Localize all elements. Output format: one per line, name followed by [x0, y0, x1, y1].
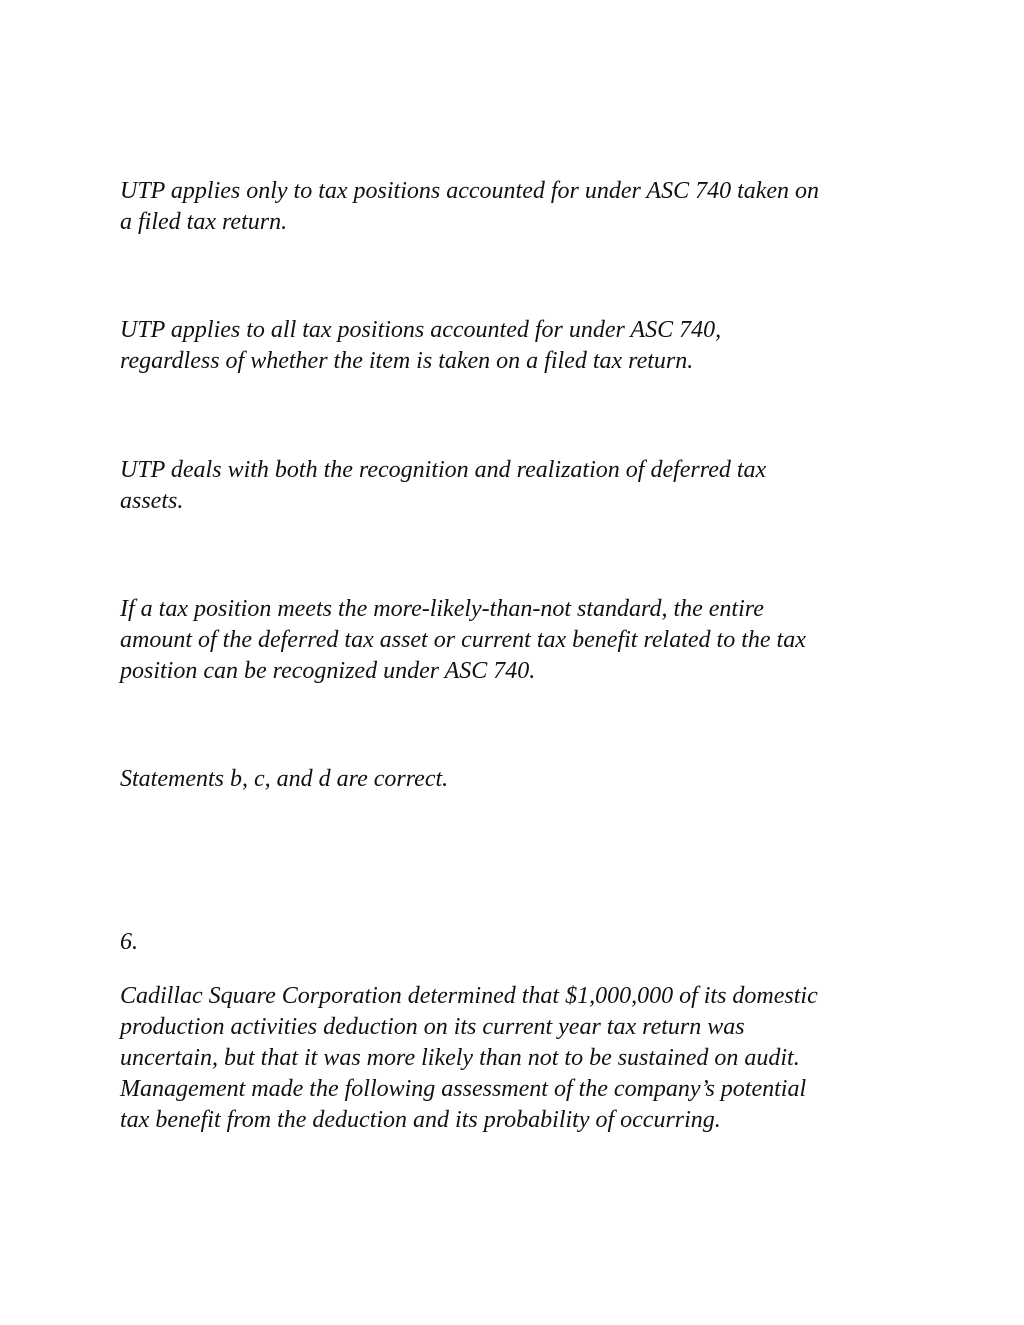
question-text-line: Management made the following assessment of the company’s potential: [120, 1076, 807, 1102]
option-text-line: UTP applies only to tax positions accounted for under ASC 740 taken on: [120, 178, 820, 204]
option-text-line: UTP deals with both the recognition and realization of deferred tax: [120, 457, 767, 483]
question-text-line: Cadillac Square Corporation determined that $1,000,000 of its domestic: [120, 983, 818, 1009]
option-text-line: position can be recognized under ASC 740.: [120, 658, 536, 684]
option-text-line: a filed tax return.: [120, 209, 288, 235]
option-text-line: If a tax position meets the more-likely-than-not standard, the entire: [120, 596, 764, 622]
option-text-line: assets.: [120, 488, 184, 514]
question-number: 6.: [120, 929, 138, 955]
option-text-line: Statements b, c, and d are correct.: [120, 766, 449, 792]
option-text-line: amount of the deferred tax asset or current tax benefit related to the tax: [120, 627, 806, 653]
question-text-line: production activities deduction on its current year tax return was: [120, 1014, 745, 1040]
option-text-line: regardless of whether the item is taken on a filed tax return.: [120, 348, 694, 374]
question-text-line: tax benefit from the deduction and its probability of occurring.: [120, 1107, 721, 1133]
question-text-line: uncertain, but that it was more likely than not to be sustained on audit.: [120, 1045, 800, 1071]
option-text-line: UTP applies to all tax positions accounted for under ASC 740,: [120, 317, 722, 343]
